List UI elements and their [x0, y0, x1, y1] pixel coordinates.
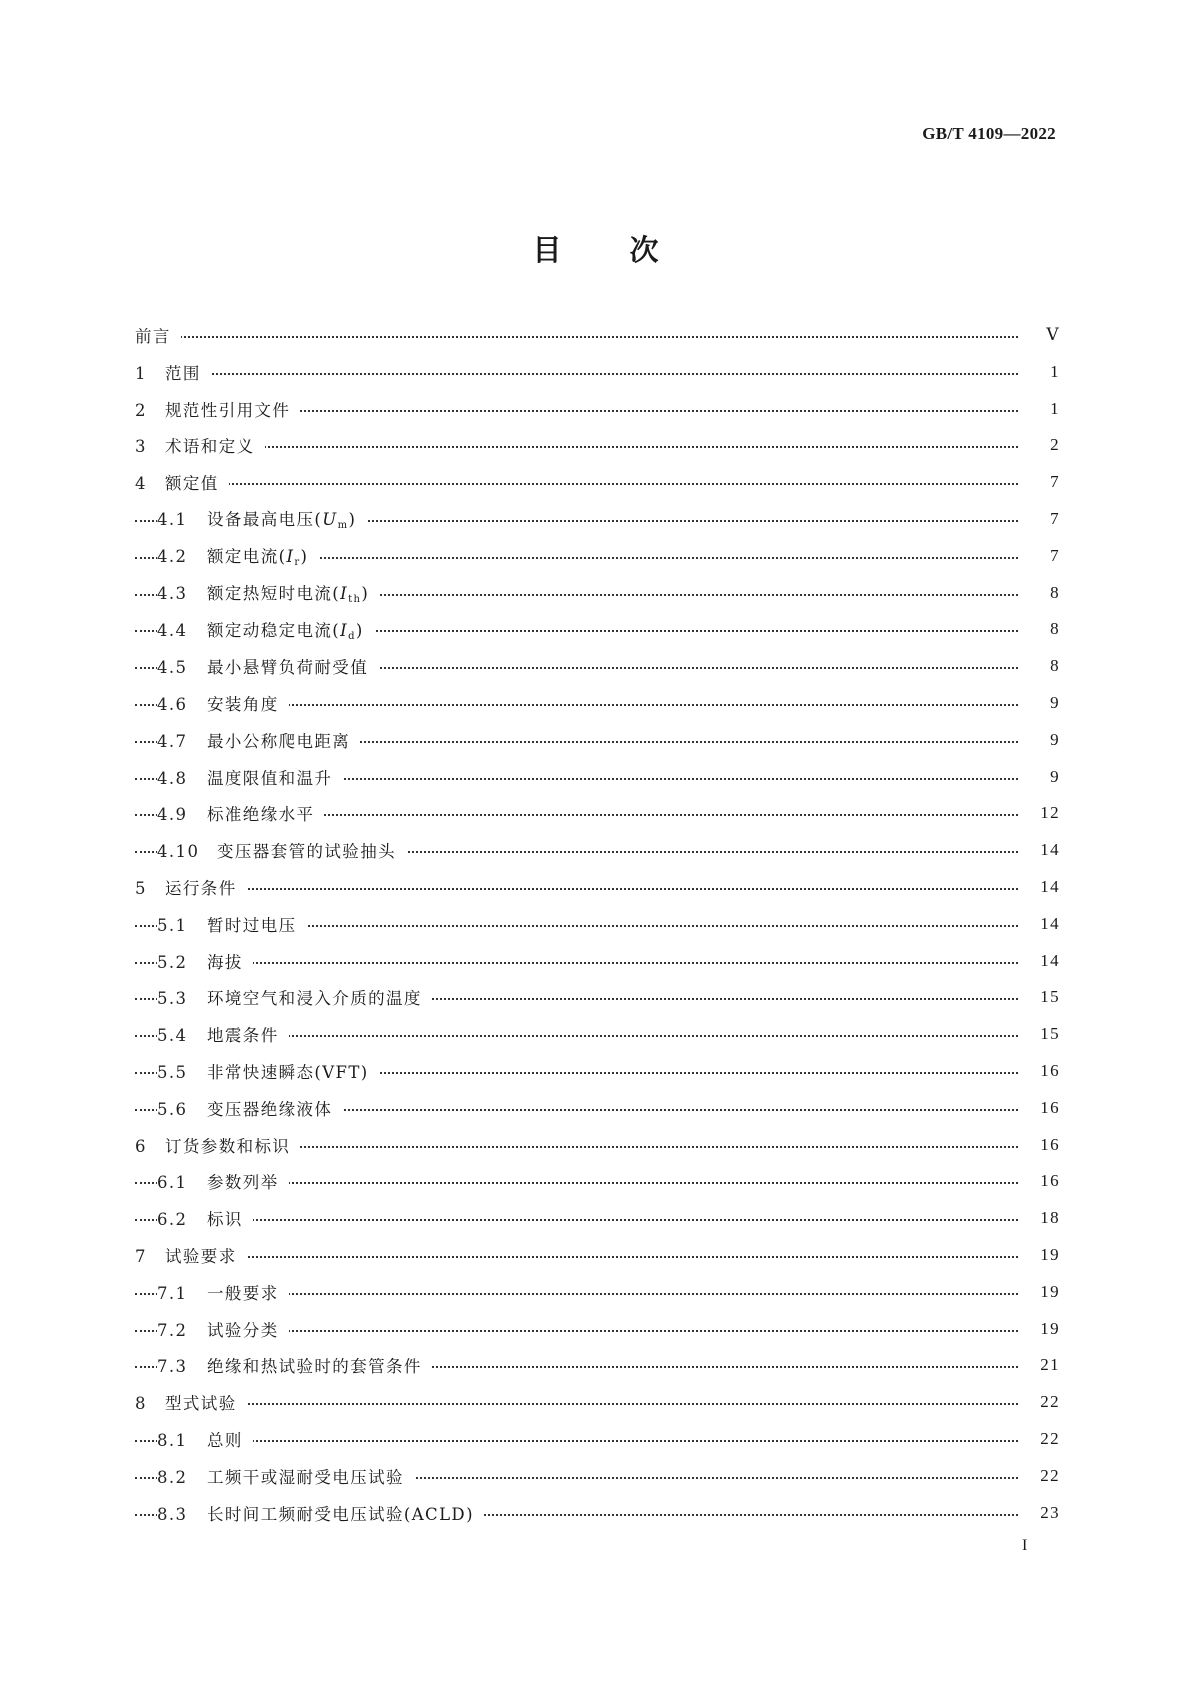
toc-entry-label: 额定动稳定电流(	[207, 620, 341, 640]
toc-entry-subscript: m	[337, 520, 349, 532]
toc-entry-label: 非常快速瞬态(VFT)	[207, 1062, 369, 1082]
toc-entry-page: 15	[1040, 1024, 1060, 1044]
toc-entry-text	[157, 580, 379, 605]
toc-entry-symbol: I	[340, 620, 349, 640]
footer-page-number: I	[1022, 1537, 1028, 1554]
toc-entry-label: 海拔	[207, 952, 243, 972]
toc-entry-label: 一般要求	[207, 1283, 279, 1303]
toc-entry-page: 1	[1050, 398, 1060, 418]
leader-dots	[135, 483, 1018, 485]
toc-entry-label: 工频干或湿耐受电压试验	[207, 1467, 404, 1487]
toc-entry-label: 暂时过电压	[207, 915, 297, 935]
toc-entry-page: 9	[1050, 692, 1060, 712]
toc-entry[interactable]	[135, 1132, 1060, 1169]
toc-entry-number: 4.2	[157, 547, 188, 567]
toc-entry-label: 术语和定义	[165, 437, 255, 457]
toc-entry-page: 9	[1050, 729, 1060, 749]
toc-entry[interactable]	[135, 1168, 1060, 1205]
toc-entry-number: 4.8	[157, 768, 188, 788]
toc-entry[interactable]	[135, 1095, 1060, 1132]
toc-entry-page: 16	[1040, 1134, 1060, 1154]
toc-entry-symbol: I	[286, 547, 295, 567]
toc-entry-text	[157, 691, 289, 715]
toc-entry-page: 7	[1050, 545, 1060, 565]
toc-entry-page: 22	[1040, 1392, 1060, 1412]
toc-entry-label: 地震条件	[207, 1026, 279, 1046]
toc-entry-text	[157, 543, 318, 568]
toc-entry-label: 规范性引用文件	[165, 400, 291, 420]
toc-entry-text	[157, 728, 360, 752]
leader-dots	[135, 888, 1018, 890]
toc-entry-symbol: I	[340, 584, 349, 604]
toc-entry-label: 绝缘和热试验时的套管条件	[207, 1357, 422, 1377]
toc-entry-text	[157, 1059, 379, 1083]
toc-entry-number: 4.1	[157, 510, 188, 530]
toc-entry-suffix: )	[355, 620, 364, 640]
toc-entry-label: 运行条件	[165, 878, 237, 898]
toc-entry-label: 试验要求	[165, 1246, 237, 1266]
toc-entry-text	[135, 360, 211, 384]
toc-entry-label: 长时间工频耐受电压试验(ACLD)	[207, 1504, 474, 1524]
toc-entry[interactable]	[135, 580, 1060, 617]
toc-entry-page: 14	[1040, 913, 1060, 933]
leader-dots	[135, 373, 1018, 375]
toc-entry-text	[157, 1206, 253, 1230]
toc-entry-page: 18	[1040, 1208, 1060, 1228]
leader-dots	[135, 446, 1018, 448]
toc-entry-text	[157, 1096, 342, 1120]
toc-entry-page: Ⅴ	[1046, 325, 1060, 344]
toc-entry-label: 额定热短时电流(	[207, 584, 341, 604]
toc-entry[interactable]	[135, 1021, 1060, 1058]
toc-entry[interactable]	[135, 396, 1060, 433]
toc-entry-number: 5.3	[157, 989, 188, 1009]
toc-entry-page: 15	[1040, 987, 1060, 1007]
toc-entry-label: 最小公称爬电距离	[207, 731, 351, 751]
toc-entry[interactable]	[135, 984, 1060, 1021]
toc-entry-text	[157, 1280, 289, 1304]
toc-entry-number: 4.4	[157, 620, 188, 640]
toc-entry-page: 19	[1040, 1318, 1060, 1338]
toc-entry[interactable]	[135, 543, 1060, 580]
toc-entry-text	[157, 1169, 289, 1193]
toc-entry-subscript: d	[348, 630, 356, 642]
toc-entry-text	[157, 617, 374, 642]
toc-entry-number: 6.2	[157, 1210, 188, 1230]
toc-entry[interactable]	[135, 469, 1060, 506]
toc-entry-suffix: )	[348, 510, 357, 530]
toc-entry-text	[157, 838, 406, 862]
toc-entry-page: 22	[1040, 1465, 1060, 1485]
toc-entry[interactable]	[135, 432, 1060, 469]
toc-entry[interactable]	[135, 1500, 1060, 1537]
leader-dots	[135, 1440, 1018, 1442]
toc-entry-page: 1	[1050, 361, 1060, 381]
toc-entry-label: 总则	[207, 1430, 243, 1450]
toc-entry-label: 安装角度	[207, 694, 279, 714]
toc-entry-number: 5.1	[157, 915, 188, 935]
toc-entry-label: 参数列举	[207, 1173, 279, 1193]
toc-entry-text	[157, 949, 253, 973]
toc-entry-page: 23	[1040, 1502, 1060, 1522]
toc-entry[interactable]	[135, 727, 1060, 764]
toc-entry-page: 8	[1050, 619, 1060, 639]
toc-entry-label: 型式试验	[165, 1394, 237, 1414]
toc-entry-number: 4.6	[157, 694, 188, 714]
toc-entry-number: 8.2	[157, 1467, 188, 1487]
toc-entry-text	[157, 1501, 484, 1525]
toc-entry-number: 5.5	[157, 1062, 188, 1082]
toc-entry[interactable]	[135, 1205, 1060, 1242]
toc-entry-text	[135, 470, 229, 494]
toc-entry-text	[135, 875, 247, 899]
toc-entry-page: 9	[1050, 766, 1060, 786]
toc-entry-number: 2	[135, 400, 147, 420]
toc-entry-label: 最小悬臂负荷耐受值	[207, 658, 369, 678]
toc-entry-label: 订货参数和标识	[165, 1136, 291, 1156]
toc-entry-text	[157, 1427, 253, 1451]
toc-entry-page: 14	[1040, 840, 1060, 860]
toc-entry-label: 试验分类	[207, 1320, 279, 1340]
toc-entry-page: 12	[1040, 803, 1060, 823]
toc-entry-label: 温度限值和温升	[207, 768, 333, 788]
toc-entry-text	[157, 912, 307, 936]
leader-dots	[135, 336, 1018, 338]
toc-entry[interactable]	[135, 800, 1060, 837]
toc-entry-page: 16	[1040, 1060, 1060, 1080]
toc-entry-number: 4.3	[157, 584, 188, 604]
toc-entry[interactable]	[135, 1389, 1060, 1426]
toc-entry-text	[157, 1353, 432, 1377]
standard-code: GB/T 4109—2022	[922, 124, 1056, 143]
toc-entry-number: 4.9	[157, 805, 188, 825]
toc-entry-suffix: )	[300, 547, 309, 567]
toc-entry-text	[135, 433, 265, 457]
toc-entry-text	[135, 397, 300, 421]
toc-entry-number: 4.5	[157, 658, 188, 678]
toc-entry-number: 8.1	[157, 1430, 188, 1450]
toc-entry-number: 7.2	[157, 1320, 188, 1340]
toc-entry-number: 7	[135, 1246, 147, 1266]
toc-entry-label: 额定值	[165, 474, 219, 494]
leader-dots	[135, 1256, 1018, 1258]
toc-entry-page: 7	[1050, 508, 1060, 528]
leader-dots	[135, 1219, 1018, 1221]
toc-entry[interactable]	[135, 616, 1060, 653]
toc-entry[interactable]	[135, 1463, 1060, 1500]
toc-entry-text	[135, 1390, 247, 1414]
toc-entry-text	[157, 654, 378, 678]
toc-entry-subscript: th	[348, 594, 362, 606]
toc-entry-page: 8	[1050, 656, 1060, 676]
toc-entry-page: 2	[1050, 435, 1060, 455]
toc-entry-text	[135, 323, 181, 347]
toc-entry[interactable]	[135, 948, 1060, 985]
toc-entry-number: 4.10	[157, 842, 200, 862]
toc-entry[interactable]	[135, 1426, 1060, 1463]
toc-entry-text	[157, 765, 342, 789]
toc-entry-text	[157, 801, 324, 825]
toc-entry-label: 变压器套管的试验抽头	[217, 842, 396, 862]
toc-entry[interactable]	[135, 690, 1060, 727]
toc-entry-number: 7.1	[157, 1283, 188, 1303]
toc-entry-label: 标准绝缘水平	[207, 805, 315, 825]
toc-entry-page: 14	[1040, 876, 1060, 896]
toc-entry-suffix: )	[361, 584, 370, 604]
toc-entry-number: 5.6	[157, 1099, 188, 1119]
toc-entry-number: 8	[135, 1394, 147, 1414]
toc-entry-page: 16	[1040, 1097, 1060, 1117]
toc-entry-label: 前言	[135, 327, 171, 346]
toc-entry-page: 16	[1040, 1171, 1060, 1191]
toc-entry-label: 设备最高电压(	[207, 510, 323, 530]
toc-entry-page: 14	[1040, 950, 1060, 970]
table-of-contents	[135, 322, 1060, 1536]
toc-entry-text	[157, 1317, 289, 1341]
toc-entry-symbol: U	[322, 510, 338, 530]
toc-entry[interactable]	[135, 322, 1060, 359]
toc-entry-text	[157, 985, 432, 1009]
toc-entry-subscript: r	[294, 557, 301, 569]
toc-entry-page: 22	[1040, 1428, 1060, 1448]
toc-entry-number: 4	[135, 474, 147, 494]
toc-entry-page: 19	[1040, 1281, 1060, 1301]
toc-entry-label: 标识	[207, 1210, 243, 1230]
toc-entry-page: 8	[1050, 582, 1060, 602]
leader-dots	[135, 1403, 1018, 1405]
toc-entry-number: 3	[135, 437, 147, 457]
toc-entry-number: 5.2	[157, 952, 188, 972]
toc-entry[interactable]	[135, 1242, 1060, 1279]
toc-entry-text	[157, 1022, 289, 1046]
toc-entry[interactable]	[135, 653, 1060, 690]
toc-entry-label: 范围	[165, 363, 201, 383]
page-title: 目次	[532, 233, 727, 267]
toc-entry[interactable]	[135, 874, 1060, 911]
toc-entry-text	[157, 506, 366, 531]
toc-entry-page: 19	[1040, 1244, 1060, 1264]
toc-entry-number: 5.4	[157, 1026, 188, 1046]
toc-entry-number: 6	[135, 1136, 147, 1156]
toc-entry-page: 21	[1040, 1355, 1060, 1375]
toc-entry-number: 6.1	[157, 1173, 188, 1193]
toc-entry[interactable]	[135, 1352, 1060, 1389]
toc-entry-number: 8.3	[157, 1504, 188, 1524]
toc-entry[interactable]	[135, 911, 1060, 948]
toc-entry-page: 7	[1050, 472, 1060, 492]
toc-entry[interactable]	[135, 1279, 1060, 1316]
toc-entry-label: 额定电流(	[207, 547, 287, 567]
toc-entry-number: 7.3	[157, 1357, 188, 1377]
toc-entry[interactable]	[135, 764, 1060, 801]
toc-entry-text	[135, 1133, 300, 1157]
toc-entry-number: 1	[135, 363, 147, 383]
toc-entry-label: 环境空气和浸入介质的温度	[207, 989, 422, 1009]
toc-entry[interactable]	[135, 506, 1060, 543]
toc-entry-text	[135, 1243, 247, 1267]
toc-entry-text	[157, 1464, 414, 1488]
toc-entry[interactable]	[135, 359, 1060, 396]
toc-entry-number: 4.7	[157, 731, 188, 751]
toc-entry[interactable]	[135, 1316, 1060, 1353]
toc-entry[interactable]	[135, 1058, 1060, 1095]
toc-entry-label: 变压器绝缘液体	[207, 1099, 333, 1119]
toc-entry-number: 5	[135, 878, 147, 898]
leader-dots	[135, 962, 1018, 964]
toc-entry[interactable]	[135, 837, 1060, 874]
